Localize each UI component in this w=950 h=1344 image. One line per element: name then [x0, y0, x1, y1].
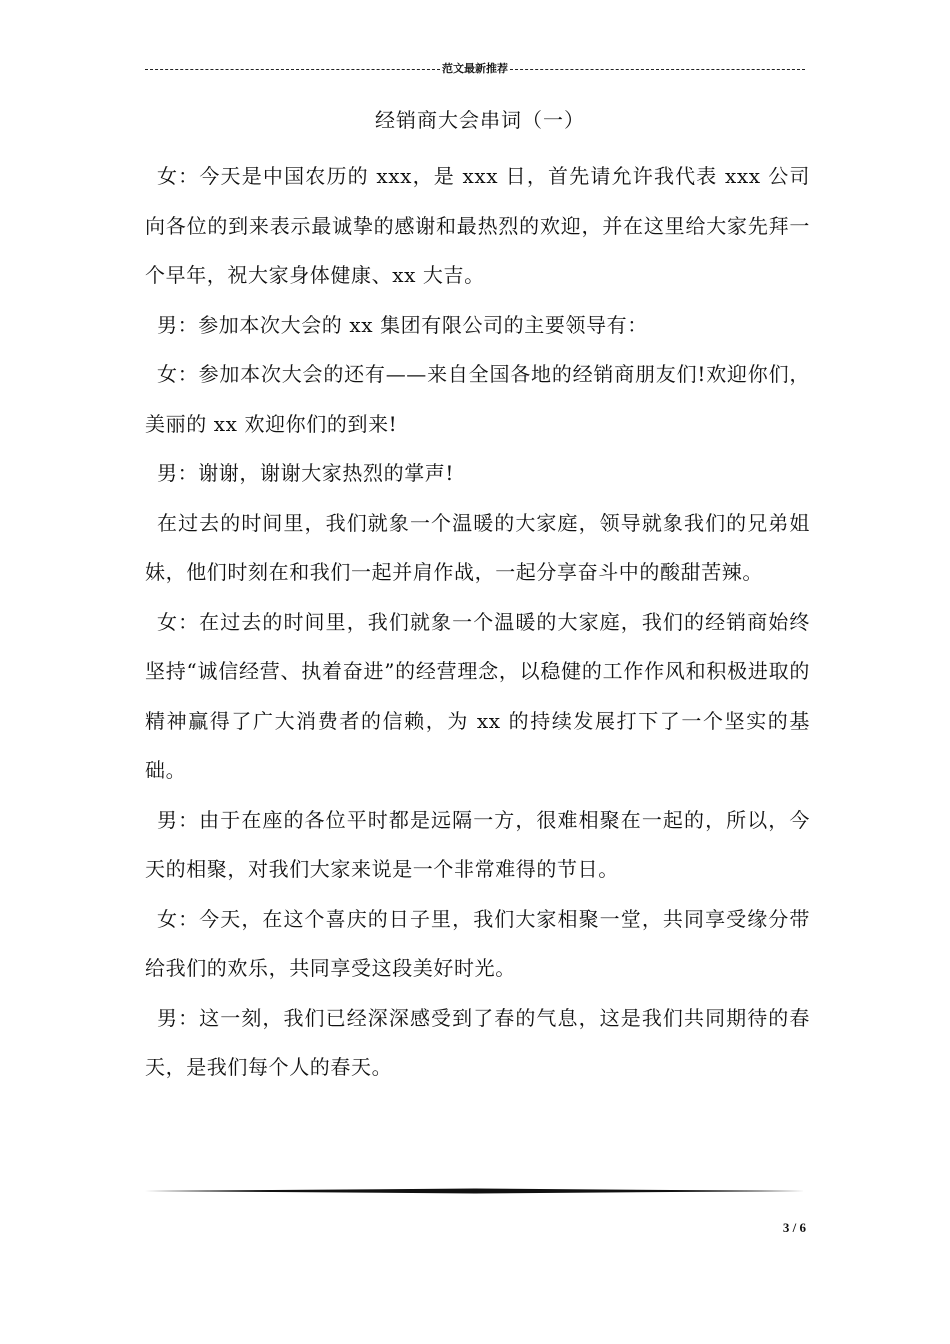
header-dash-left	[145, 69, 440, 70]
header-banner-text: 范文最新推荐	[442, 63, 508, 75]
page-number: 3 / 6	[782, 1220, 806, 1235]
paragraph-9: 男：这一刻，我们已经深深感受到了春的气息，这是我们共同期待的春天，是我们每个人的春天。	[145, 1005, 810, 1079]
paragraph-3: 女：参加本次大会的还有——来自全国各地的经销商朋友们!欢迎你们，美丽的 xx 欢迎你们的到来!	[145, 362, 810, 436]
footer-rule-shape	[145, 1189, 805, 1194]
header-dash-right	[510, 69, 805, 70]
document-title: 经销商大会串词（一）	[375, 108, 585, 132]
footer-rule-graphic	[145, 1188, 805, 1194]
paragraph-5: 在过去的时间里，我们就象一个温暖的大家庭，领导就象我们的兄弟姐妹，他们时刻在和我们一起并肩作战，一起分享奋斗中的酸甜苦辣。	[145, 510, 810, 584]
footer-rule	[145, 1188, 805, 1193]
paragraph-8: 女：今天，在这个喜庆的日子里，我们大家相聚一堂，共同享受缘分带给我们的欢乐，共同享受这段美好时光。	[145, 906, 810, 980]
paragraph-7: 男：由于在座的各位平时都是远隔一方，很难相聚在一起的，所以，今天的相聚，对我们大家来说是一个非常难得的节日。	[145, 807, 810, 881]
paragraph-2: 男：参加本次大会的 xx 集团有限公司的主要领导有：	[157, 312, 648, 337]
paragraph-1: 女：今天是中国农历的 xxx，是 xxx 日，首先请允许我代表 xxx 公司向各位的到来表示最诚挚的感谢和最热烈的欢迎，并在这里给大家先拜一个早年，祝大家身体健康、xx 大吉。	[145, 164, 810, 287]
page-header	[145, 58, 805, 78]
paragraph-4: 男：谢谢，谢谢大家热烈的掌声!	[157, 461, 455, 485]
document-body	[145, 152, 810, 1093]
paragraph-6: 女：在过去的时间里，我们就象一个温暖的大家庭，我们的经销商始终坚持“诚信经营、执着奋进”的经营理念，以稳健的工作作风和积极进取的精神赢得了广大消费者的信赖，为 xx 的持续发展打下了一个坚实的基础。	[145, 609, 810, 782]
